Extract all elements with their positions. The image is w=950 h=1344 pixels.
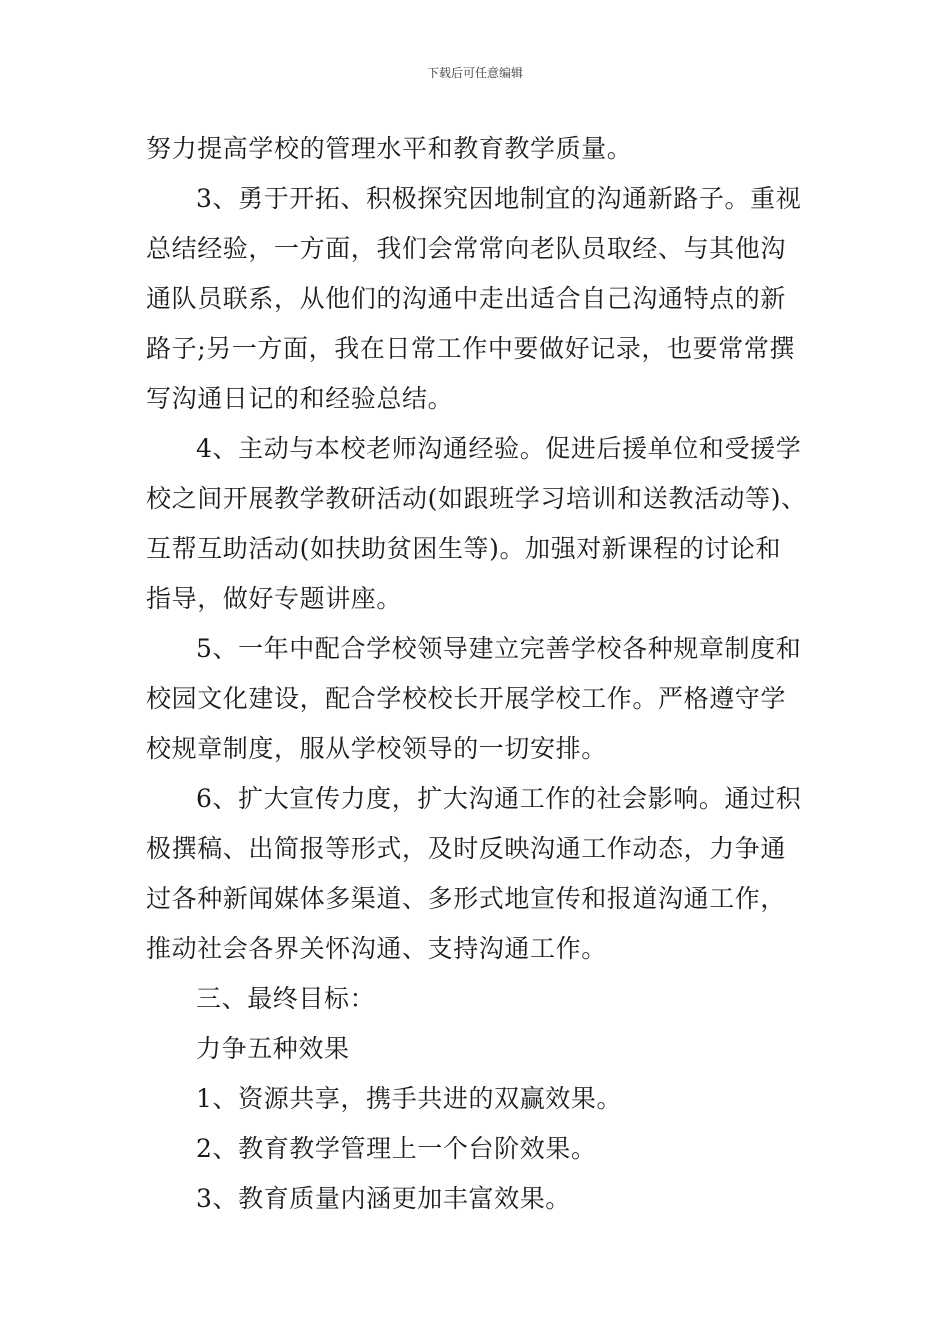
list-item: 1、资源共享，携手共进的双赢效果。 bbox=[196, 1084, 623, 1113]
page-header: 下载后可任意编辑 bbox=[426, 66, 523, 80]
text-line: 路子;另一方面，我在日常工作中要做好记录，也要常常撰 bbox=[146, 334, 796, 363]
text-line: 互帮互助活动(如扶助贫困生等)。加强对新课程的讨论和 bbox=[146, 534, 782, 563]
text-line: 努力提高学校的管理水平和教育教学质量。 bbox=[146, 134, 633, 163]
list-item: 2、教育教学管理上一个台阶效果。 bbox=[196, 1134, 597, 1163]
section-heading: 三、最终目标： bbox=[196, 984, 376, 1013]
document-body bbox=[146, 124, 826, 1224]
list-item: 3、教育质量内涵更加丰富效果。 bbox=[196, 1184, 571, 1213]
text-line: 通队员联系，从他们的沟通中走出适合自己沟通特点的新 bbox=[146, 284, 787, 313]
text-line: 校之间开展教学教研活动(如跟班学习培训和送教活动等)、 bbox=[146, 484, 807, 513]
text-line: 4、主动与本校老师沟通经验。促进后援单位和受援学 bbox=[196, 434, 802, 463]
text-line: 力争五种效果 bbox=[196, 1034, 350, 1063]
text-line: 校园文化建设，配合学校校长开展学校工作。严格遵守学 bbox=[146, 684, 787, 713]
text-line: 总结经验，一方面，我们会常常向老队员取经、与其他沟 bbox=[146, 234, 787, 263]
text-line: 3、勇于开拓、积极探究因地制宜的沟通新路子。重视 bbox=[196, 184, 802, 213]
text-line: 指导，做好专题讲座。 bbox=[146, 584, 403, 613]
text-line: 推动社会各界关怀沟通、支持沟通工作。 bbox=[146, 934, 607, 963]
text-line: 6、扩大宣传力度，扩大沟通工作的社会影响。通过积 bbox=[196, 784, 802, 813]
text-line: 过各种新闻媒体多渠道、多形式地宣传和报道沟通工作， bbox=[146, 884, 787, 913]
text-line: 写沟通日记的和经验总结。 bbox=[146, 384, 454, 413]
text-line: 极撰稿、出简报等形式，及时反映沟通工作动态，力争通 bbox=[146, 834, 787, 863]
text-line: 5、一年中配合学校领导建立完善学校各种规章制度和 bbox=[196, 634, 802, 663]
text-line: 校规章制度，服从学校领导的一切安排。 bbox=[146, 734, 607, 763]
